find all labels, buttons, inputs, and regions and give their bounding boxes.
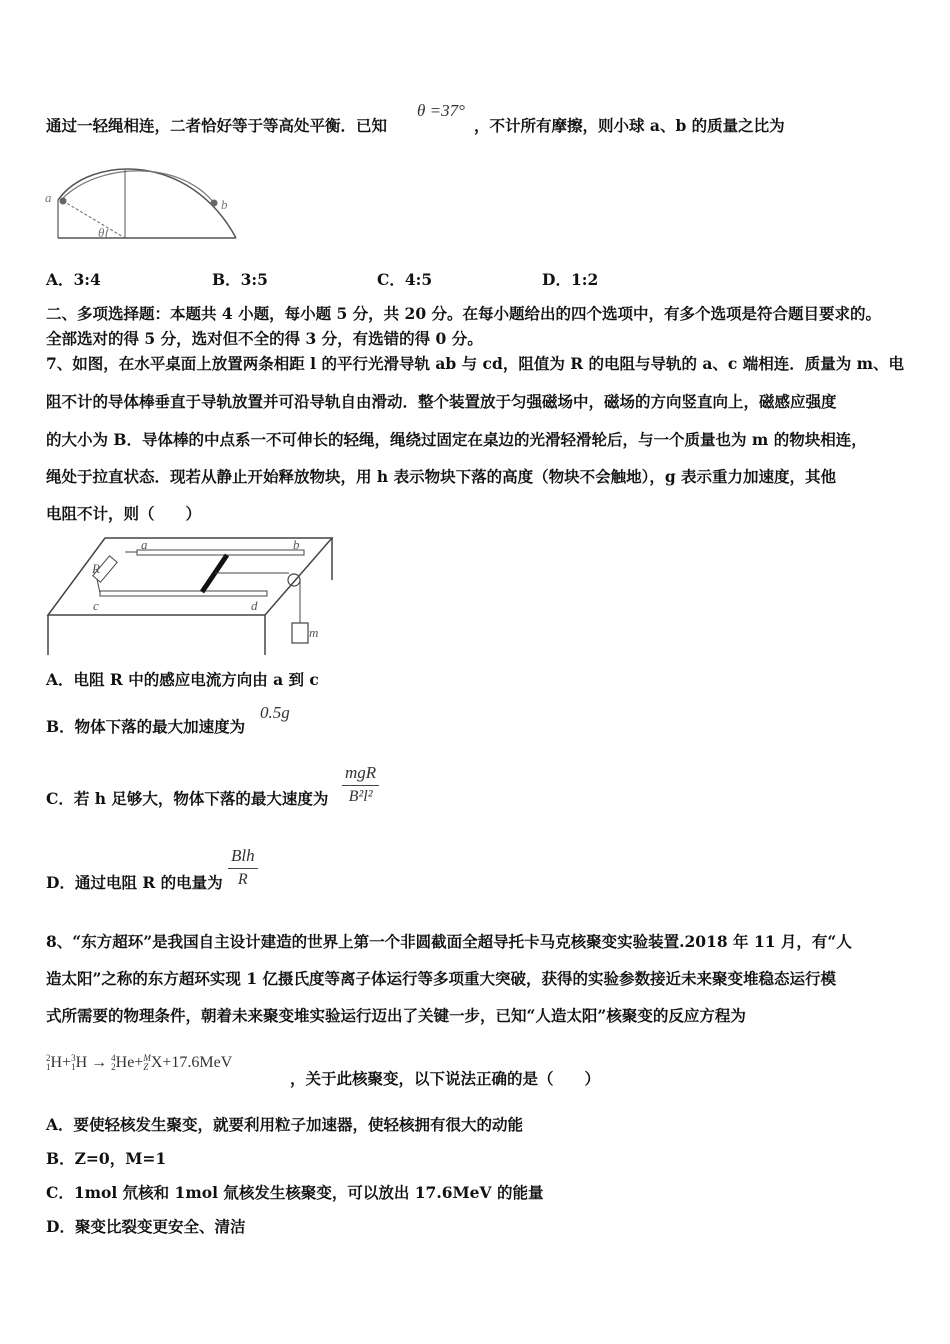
q7-fig-label-a: a (141, 537, 148, 552)
q7-option-b[interactable]: B．物体下落的最大加速度为 (46, 717, 246, 736)
q6-theta-expression: θ =37° (417, 101, 465, 120)
q7-option-c-fraction (342, 763, 379, 806)
q8-equation-helium: He+ (115, 1054, 144, 1071)
q7-stem-line4: 绳处于拉直状态．现若从静止开始释放物块，用 h 表示物块下落的高度（物块不会触地），g 表示重力加速度，其他 (46, 467, 837, 486)
q7-option-a[interactable]: A．电阻 R 中的感应电流方向由 a 到 c (46, 670, 319, 689)
q7-fig-label-c: c (93, 598, 99, 613)
q7-option-d-denominator: R (237, 871, 248, 888)
q7-stem-line2: 阻不计的导体棒垂直于导轨放置并可沿导轨自由滑动．整个装置放于匀强磁场中，磁场的方向竖直向上，磁感应强度 (46, 392, 837, 411)
q7-fig-label-m: m (309, 625, 319, 640)
q6-fig-label-a: a (45, 190, 52, 205)
q6-fig-label-b: b (221, 197, 228, 212)
q8-stem-after-equation: ，关于此核聚变，以下说法正确的是（ ） (290, 1069, 601, 1088)
q7-rail-figure (45, 535, 345, 660)
q7-option-d-numerator: Blh (228, 846, 258, 869)
q7-stem-line1: 7、如图，在水平桌面上放置两条相距 l 的平行光滑导轨 ab 与 cd，阻值为 R 的电阻与导轨的 a、c 端相连．质量为 m、电 (46, 354, 905, 373)
section2-header-line2: 全部选对的得 5 分，选对但不全的得 3 分，有选错的得 0 分。 (46, 329, 483, 348)
q7-option-c-numerator: mgR (342, 763, 379, 786)
q7-option-d-fraction (228, 846, 258, 889)
q8-stem-line2: 造太阳”之称的东方超环实现 1 亿摄氏度等离子体运行等多项重大突破，获得的实验参数接近未来聚变堆稳态运行模 (46, 969, 836, 988)
q7-option-b-expression: 0.5g (260, 703, 290, 722)
q6-fig-label-theta: θ (98, 225, 105, 240)
q8-equation-x: X+17.6MeV (150, 1054, 233, 1071)
q6-stem-before: 通过一轻绳相连，二者恰好等于等高处平衡．已知 (46, 116, 388, 135)
q6-hemisphere-figure (40, 160, 250, 250)
q6-option-c[interactable]: C．4:5 (377, 270, 433, 289)
q6-stem-after: ，不计所有摩擦，则小球 a、b 的质量之比为 (474, 116, 785, 135)
q7-option-d[interactable]: D．通过电阻 R 的电量为 (46, 873, 223, 892)
q8-option-a[interactable]: A．要使轻核发生聚变，就要利用粒子加速器，使轻核拥有很大的动能 (46, 1115, 524, 1134)
q8-stem-line1: 8、“东方超环”是我国自主设计建造的世界上第一个非圆截面全超导托卡马克核聚变实验装置.2018 年 11 月，有“人 (46, 932, 852, 951)
q7-fig-label-d: d (251, 598, 258, 613)
section2-header-line1: 二、多项选择题：本题共 4 小题，每小题 5 分，共 20 分。在每小题给出的四个选项中，有多个选项是符合题目要求的。 (46, 304, 882, 323)
q8-option-d[interactable]: D．聚变比裂变更安全、清洁 (46, 1217, 246, 1236)
q7-fig-label-r: R (92, 561, 100, 576)
q7-option-c-denominator: B²l² (348, 788, 373, 805)
q8-option-c[interactable]: C．1mol 氘核和 1mol 氚核发生核聚变，可以放出 17.6MeV 的能量 (46, 1183, 544, 1202)
q7-stem-line3: 的大小为 B．导体棒的中点系一不可伸长的轻绳，绳绕过固定在桌边的光滑轻滑轮后，与一个质量也为 m 的物块相连， (46, 430, 867, 449)
q7-stem-line5: 电阻不计，则（ ） (46, 504, 202, 523)
q6-option-b[interactable]: B．3:5 (212, 270, 268, 289)
q8-reaction-equation: 2 1H+3 1H → 4 2He+M Z X+17.6MeV (46, 1053, 233, 1073)
q6-option-a[interactable]: A．3:4 (46, 270, 101, 289)
q6-option-d[interactable]: D．1:2 (542, 270, 599, 289)
q7-fig-label-b: b (293, 537, 300, 552)
q8-stem-line3: 式所需要的物理条件，朝着未来聚变堆实验运行迈出了关键一步，已知“人造太阳”核聚变的反应方程为 (46, 1006, 746, 1025)
q8-option-b[interactable]: B．Z=0，M=1 (46, 1149, 167, 1168)
q7-option-c[interactable]: C．若 h 足够大，物体下落的最大速度为 (46, 789, 329, 808)
